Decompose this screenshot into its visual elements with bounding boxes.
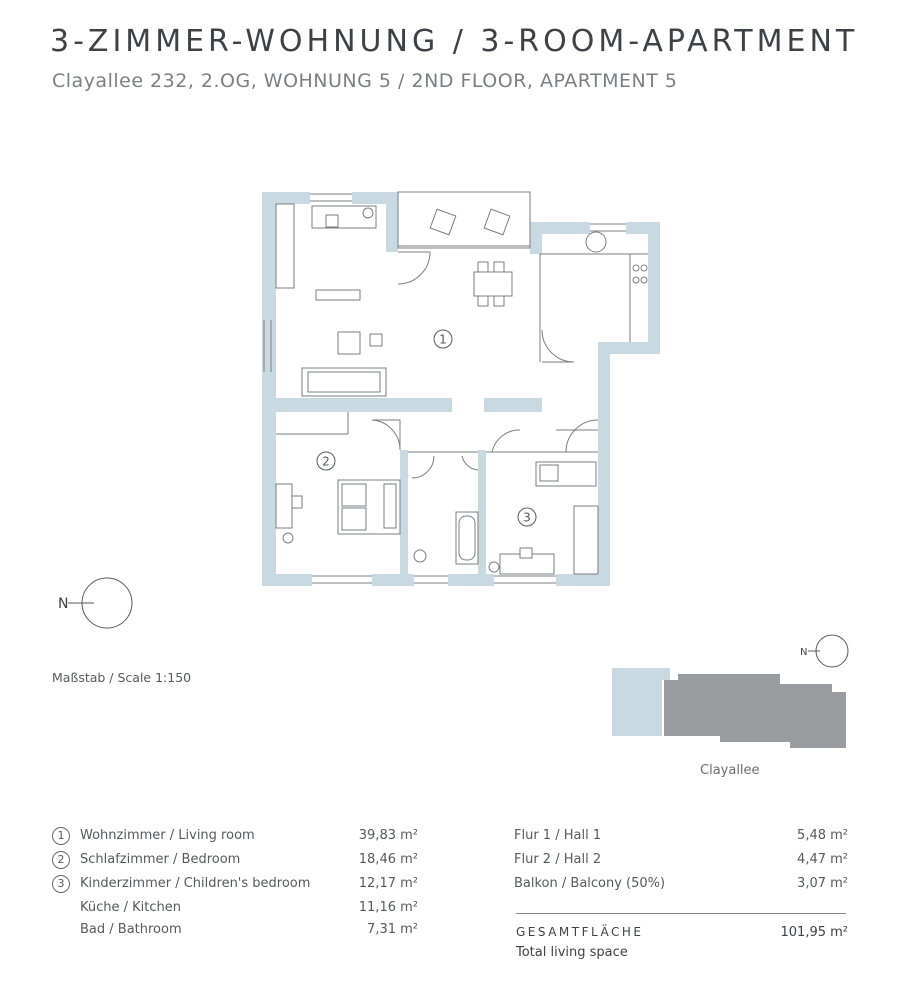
area-row-value: 7,31 m²	[367, 922, 418, 937]
room-number-badge: 1	[52, 827, 70, 845]
page-subtitle: Clayallee 232, 2.OG, WOHNUNG 5 / 2ND FLOOR, APARTMENT 5	[52, 70, 678, 92]
area-row-label: Flur 2 / Hall 2	[514, 852, 602, 867]
page-title: 3-ZIMMER-WOHNUNG / 3-ROOM-APARTMENT	[50, 24, 859, 59]
room-number-badge: 3	[52, 875, 70, 893]
area-row-value: 18,46 m²	[358, 852, 418, 867]
area-row-label: Flur 1 / Hall 1	[514, 828, 602, 843]
area-row-label: Küche / Kitchen	[80, 900, 182, 915]
furniture	[276, 206, 647, 574]
total-label-de: GESAMTFLÄCHE	[516, 925, 644, 939]
area-row-value: 5,48 m²	[797, 828, 848, 843]
area-row-value: 4,47 m²	[797, 852, 848, 867]
area-row-label: Kinderzimmer / Children's bedroom	[80, 876, 311, 891]
north-arrow-icon	[58, 578, 132, 628]
room-marker-3-text: 3	[523, 510, 531, 525]
area-row-value: 39,83 m²	[358, 828, 418, 843]
total-area-value: 101,95 m²	[780, 925, 848, 940]
total-label-en: Total living space	[516, 945, 628, 960]
scale-label: Maßstab / Scale 1:150	[52, 670, 192, 685]
site-north-label: N	[800, 647, 808, 658]
area-row-label: Schlafzimmer / Bedroom	[80, 852, 241, 867]
total-divider	[516, 913, 846, 914]
street-label: Clayallee	[700, 763, 760, 778]
area-row-label: Balkon / Balcony (50%)	[514, 876, 666, 891]
room-marker-2-text: 2	[322, 454, 330, 469]
area-row-label: Bad / Bathroom	[80, 922, 182, 937]
room-marker-1-text: 1	[439, 332, 447, 347]
area-row-value: 12,17 m²	[358, 876, 418, 891]
north-label: N	[58, 596, 69, 612]
site-plan	[612, 635, 848, 748]
area-row-value: 3,07 m²	[797, 876, 848, 891]
room-number-badge: 2	[52, 851, 70, 869]
area-row-value: 11,16 m²	[358, 900, 418, 915]
area-row-label: Wohnzimmer / Living room	[80, 828, 255, 843]
